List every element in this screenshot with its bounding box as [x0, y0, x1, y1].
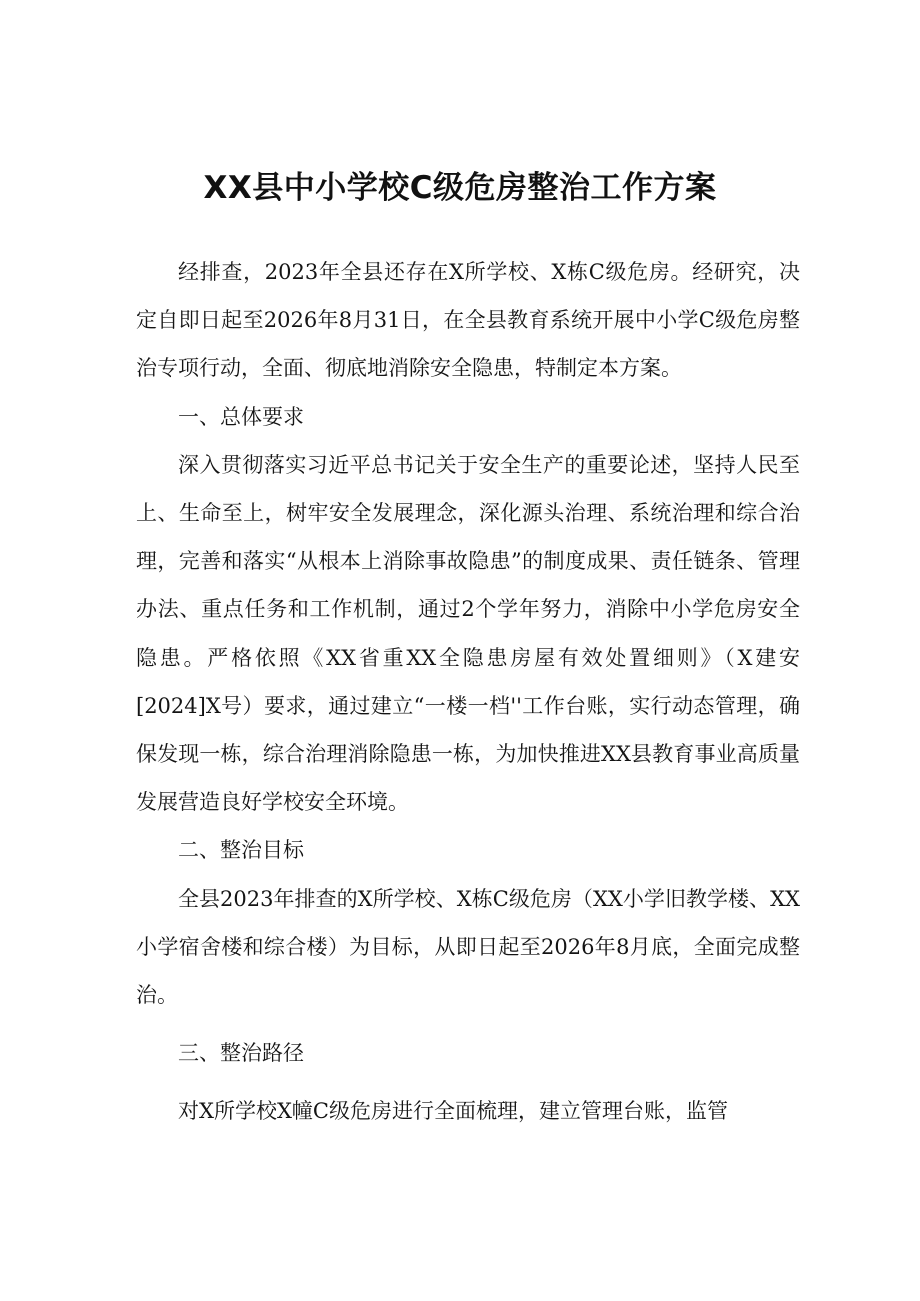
intro-paragraph: 经排查，2023年全县还存在X所学校、X栋C级危房。经研究，决定自即日起至2026年8月31日，在全县教育系统开展中小学C级危房整治专项行动，全面、彻底地消除安全隐患，特制定本方案。 [136, 260, 800, 381]
approach-paragraph: 对X所学校X幢C级危房进行全面梳理，建立管理台账，监管 [178, 1099, 728, 1124]
section-heading-approach: 三、整治路径 [178, 1041, 304, 1066]
section-heading-goals: 二、整治目标 [178, 838, 304, 863]
document-body [136, 248, 800, 1136]
section-heading-overall-requirements: 一、总体要求 [178, 404, 304, 429]
document-title: XX县中小学校C级危房整治工作方案 [203, 170, 717, 206]
overall-requirements-paragraph: 深入贯彻落实习近平总书记关于安全生产的重要论述，坚持人民至上、生命至上，树牢安全发展理念，深化源头治理、系统治理和综合治理，完善和落实“从根本上消除事故隐患”的制度成果、责任链条、管理办法、重点任务和工作机制，通过2个学年努力，消除中小学危房安全隐患。严格依照《XX省重XX全隐患房屋有效处置细则》（X建安[2024]X号）要求，通过建立“一楼一档''工作台账，实行动态管理，确保发现一栋，综合治理消除隐患一栋，为加快推进XX县教育事业高质量发展营造良好学校安全环境。 [136, 452, 800, 815]
goals-paragraph: 全县2023年排查的X所学校、X栋C级危房（XX小学旧教学楼、XX小学宿舍楼和综合楼）为目标，从即日起至2026年8月底，全面完成整治。 [136, 886, 800, 1008]
